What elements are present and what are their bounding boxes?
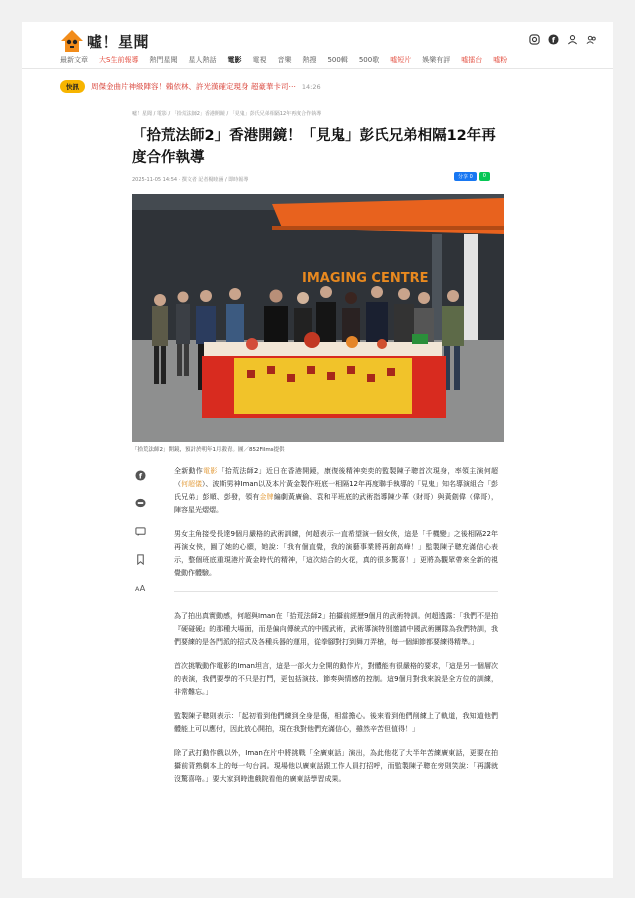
hero-sign-text: IMAGING CENTRE — [302, 271, 429, 286]
nav-item[interactable]: 電視 — [252, 56, 267, 64]
svg-text:f: f — [551, 35, 556, 45]
nav-item[interactable]: 星人熱話 — [188, 56, 217, 64]
p1-text-b: 「拾荒法師2」近日在香港開鏡，康復後精神奕奕的監製陳子聰首次現身，率領主演何超（ — [174, 467, 499, 488]
main-nav — [60, 55, 507, 65]
paragraph-3: 為了拍出真實動感，何超與Iman在「拾荒法師2」拍攝前經歷9個月的武術特訓。何超透露：「我們不是拍『硬碰硬』的那種大場面，而是偏向傳統式的中國武術，武術導演特別邀請中國武術團隊為我們特訓，我們要練的是各門派的招式及各種兵器的運用，從拳腳對打到舞刀弄槍，每一個細節都要練得精準。」 — [174, 612, 499, 646]
svg-text:A: A — [134, 584, 139, 593]
paragraph-2: 男女主角接受長達9個月嚴格的武術訓練，何超表示一直希望演一個女俠，這是「千機變」之後相隔22年再演女俠，圓了她的心願，她說：「我有個直覺，我的演藝事業將再創高峰！」監製陳子聰充滿信心表示，整個班底重現港片黃金時代的精神，「這次結合的火花，真的很多驚喜！」更將為觀眾帶來全新的視覺動作體驗。 — [174, 530, 498, 577]
nav-item[interactable]: 噓粉 — [493, 56, 508, 64]
facebook-share-button[interactable]: 分享 0 — [454, 172, 477, 181]
logo-mark-icon — [60, 29, 84, 53]
p1-text-a: 全新動作 — [174, 467, 204, 475]
article-title: 「拾荒法師2」香港開鏡！「見鬼」彭氏兄弟相隔12年再度合作執導 — [132, 128, 496, 166]
article-meta: 2025-11-05 14:54 · 撰文者 記者楊睦涵 / 即時報導 — [132, 177, 249, 183]
hero-image — [132, 194, 504, 442]
section-divider — [174, 591, 498, 592]
instagram-icon[interactable] — [529, 34, 540, 45]
paragraph-6: 除了武打動作戲以外，Iman在片中將挑戰「全廣東話」演出，為此他花了大半年苦練廣東話，更要在拍攝前背熟劇本上的每一句台詞。現場他以廣東話跟工作人員打招呼，而監製陳子聰在旁則笑說：「再講就沒驚喜咯。」要大家到時進戲院看他的廣東話學習成果。 — [174, 749, 498, 783]
facebook-icon[interactable] — [548, 34, 559, 45]
hero-caption: 「拾荒法師2」開鏡，預計於明年1月殺青。圖／852Films提供 — [132, 447, 285, 453]
nav-item[interactable]: 熱搜 — [302, 56, 317, 64]
page — [22, 22, 613, 878]
paragraph-5: 監製陳子聰則表示：「起初看到他們練到全身是傷，相當擔心。後來看到他們削練上了軌道，我知道他們體能上可以應付，因此放心開拍，現在我對他們充滿信心，雖然辛苦但值得！」 — [174, 712, 498, 733]
nav-item[interactable]: 500歌 — [358, 56, 380, 64]
line-share-icon[interactable] — [134, 497, 146, 509]
line-share-button[interactable]: 0 — [479, 172, 490, 181]
user-icon[interactable] — [567, 34, 578, 45]
nav-divider — [22, 68, 613, 69]
breadcrumb[interactable]: 噓！星聞 / 電影 / 「拾荒法師2」香港開鏡 / 「見鬼」彭氏兄弟相隔12年再度合作執導 — [132, 111, 322, 117]
share-buttons — [454, 172, 490, 181]
svg-text:A: A — [139, 582, 145, 593]
header-icons — [529, 34, 597, 45]
nav-item[interactable]: 噓短片 — [390, 56, 412, 64]
p1-link-actor[interactable]: 何超儀 — [181, 480, 202, 488]
p1-text-c: ）、波斯男神Iman以及本片黃金製作班底一相隔12年再度聯手執導的「見鬼」知名導演組合「彭氏兄弟」彭順、彭發，領有 — [174, 480, 499, 501]
nav-item[interactable]: 500輯 — [327, 56, 348, 64]
font-size-icon[interactable] — [134, 581, 146, 593]
group-icon[interactable] — [586, 34, 597, 45]
nav-item[interactable]: 熱門星聞 — [149, 56, 178, 64]
p1-text-d: 編劇黃廣倫、袁和平班底的武術指導陳少華（財哥）與黃劍偉（偉哥），陣容星光熠熠。 — [174, 493, 499, 514]
site-header — [22, 22, 613, 68]
nav-item[interactable]: 噓擂台 — [461, 56, 483, 64]
breaking-time: 14:26 — [301, 82, 321, 91]
svg-text:f: f — [138, 471, 142, 481]
nav-item[interactable]: 音樂 — [277, 56, 292, 64]
paragraph-1 — [174, 465, 498, 517]
facebook-share-icon[interactable] — [134, 469, 146, 481]
nav-item[interactable]: 最新文章 — [60, 56, 88, 64]
paragraph-4: 首次挑戰動作電影的Iman坦言，這是一部火力全開的動作片，對體能有很嚴格的要求，「這是另一個層次的表演，我們要學的不只是打鬥，更包括演技、節奏與情感的控制。這9個月對我來說是全方位的訓練，非常難忘。」 — [174, 662, 498, 696]
breaking-news-bar — [60, 80, 321, 93]
article-side-tools — [134, 469, 146, 593]
nav-item[interactable]: 電影 — [227, 56, 242, 64]
p1-link-gold[interactable]: 金牌 — [259, 493, 274, 501]
logo-text: 噓！星聞 — [87, 32, 150, 51]
hero-photo — [132, 194, 504, 442]
nav-item[interactable]: 大S生前報導 — [99, 56, 139, 64]
breaking-tag: 快訊 — [60, 80, 85, 93]
article-body — [174, 465, 498, 797]
nav-item[interactable]: 娛樂有評 — [422, 56, 451, 64]
comment-icon[interactable] — [134, 525, 146, 537]
site-logo[interactable] — [60, 28, 149, 54]
bookmark-icon[interactable] — [134, 553, 146, 565]
breaking-headline[interactable]: 周傑金曲片神級陣容！賴依林、許光漢確定現身 超豪華卡司⋯ — [91, 82, 296, 91]
p1-link-movie[interactable]: 電影 — [203, 467, 218, 475]
